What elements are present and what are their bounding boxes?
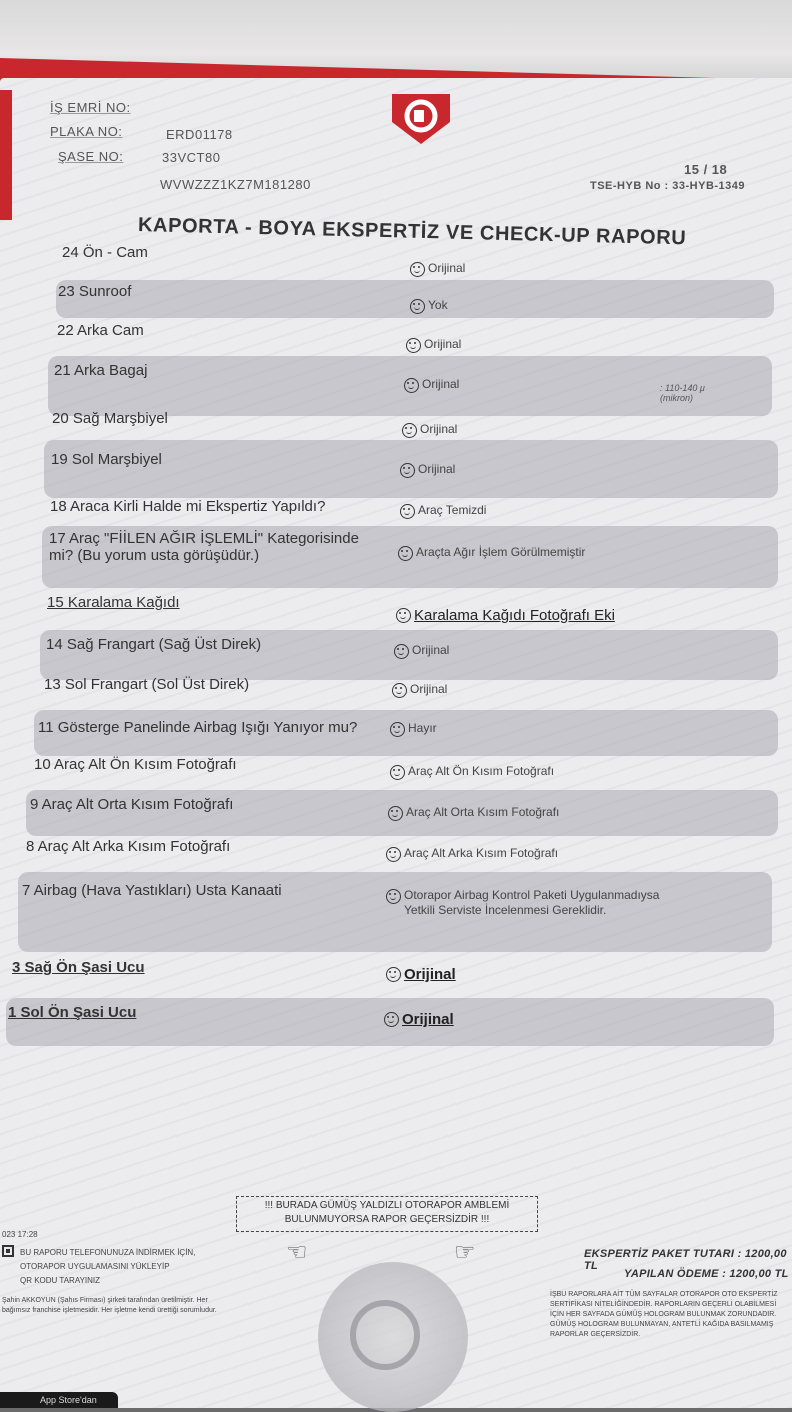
warning-line-1: !!! BURADA GÜMÜŞ YALDIZLI OTORAPOR AMBLEMİ [264, 1200, 510, 1211]
row-answer [402, 422, 457, 438]
smiley-icon [390, 765, 405, 780]
smiley-icon [386, 967, 401, 982]
app-store-badge[interactable]: App Store'dan [0, 1392, 118, 1408]
smiley-icon [410, 262, 425, 277]
plaka-label: PLAKA NO: [50, 124, 123, 139]
row-label: 20 Sağ Marşbiyel [52, 410, 168, 427]
smiley-icon [404, 378, 419, 393]
page-number: 15 / 18 [684, 162, 728, 177]
answer-text: Orijinal [402, 1011, 454, 1028]
row-answer [404, 377, 459, 393]
row-answer [410, 261, 465, 277]
answer-text: Araçta Ağır İşlem Görülmemiştir [416, 545, 586, 559]
row-answer [388, 805, 559, 821]
smiley-icon [398, 546, 413, 561]
sase-label: ŞASE NO: [58, 149, 124, 164]
smiley-icon [410, 299, 425, 314]
row-answer [394, 643, 449, 659]
answer-text: Araç Alt Ön Kısım Fotoğrafı [408, 764, 555, 778]
row-answer [386, 846, 558, 862]
answer-text: Orijinal [412, 643, 450, 657]
smiley-icon [396, 608, 411, 623]
row-answer [390, 764, 554, 780]
row-answer [392, 682, 447, 698]
row-label: 14 Sağ Frangart (Sağ Üst Direk) [46, 636, 262, 653]
answer-text: Araç Alt Orta Kısım Fotoğrafı [406, 805, 560, 819]
row-answer [396, 607, 615, 624]
answer-text: Araç Temizdi [418, 503, 487, 517]
row-answer [400, 503, 486, 519]
row-label: 19 Sol Marşbiyel [51, 451, 162, 468]
qr-line-1: BU RAPORU TELEFONUNUZA İNDİRMEK İÇİN, [20, 1248, 196, 1257]
smiley-icon [400, 463, 415, 478]
answer-text: Orijinal [424, 337, 462, 351]
qr-icon [2, 1245, 14, 1257]
row-label: 11 Gösterge Panelinde Airbag Işığı Yanıyor mu? [38, 719, 358, 736]
seal-logo-icon [350, 1300, 420, 1370]
paket-tutari: EKSPERTİZ PAKET TUTARI : 1200,00 TL [584, 1248, 787, 1272]
row-answer [384, 1011, 454, 1028]
tse-number: TSE-HYB No : 33-HYB-1349 [590, 180, 746, 192]
row-label: 3 Sağ Ön Şasi Ucu [12, 959, 145, 976]
row-answer [386, 888, 676, 918]
smiley-icon [392, 683, 407, 698]
answer-text: Araç Alt Arka Kısım Fotoğrafı [404, 846, 559, 860]
row-label: 7 Airbag (Hava Yastıkları) Usta Kanaati [22, 882, 282, 899]
warning-line-2: BULUNMUYORSA RAPOR GEÇERSİZDİR !!! [284, 1214, 490, 1225]
smiley-icon [386, 847, 401, 862]
row-label: 15 Karalama Kağıdı [47, 594, 180, 611]
qr-line-2: OTORAPOR UYGULAMASINI YÜKLEYİP [20, 1262, 170, 1271]
row-answer [410, 298, 448, 314]
answer-text: Otorapor Airbag Kontrol Paketi Uygulanmadıysa Yetkili Serviste İncelenmesi Gereklidir. [404, 888, 660, 917]
smiley-icon [386, 889, 401, 904]
row-label: 9 Araç Alt Orta Kısım Fotoğrafı [30, 796, 234, 813]
print-time: 023 17:28 [2, 1230, 38, 1239]
answer-text: Orijinal [410, 682, 448, 696]
legal-right: İŞBU RAPORLARA AİT TÜM SAYFALAR OTORAPOR OTO EKSPERTİZ SERTİFİKASI NİTELİĞİNDEDİR. RAPORLARIN GEÇERLİ OLABİLMESİ İÇİN HER SAYFADA GÜMÜŞ HOLOGRAM BULUNMAK ZORUNDADIR. GÜMÜŞ HOLOGRAM BULUNMAYAN, ANTETLİ KAĞIDA BASILMAMIŞ RAPORLAR GEÇERSİZDİR. [550, 1291, 778, 1338]
row-label: 24 Ön - Cam [62, 244, 148, 261]
smiley-icon [388, 806, 403, 821]
smiley-icon [384, 1012, 399, 1027]
smiley-icon [390, 722, 405, 737]
row-answer [386, 966, 456, 983]
report-title: KAPORTA - BOYA EKSPERTİZ VE CHECK-UP RAPORU [137, 214, 687, 250]
answer-text: Orijinal [420, 422, 458, 436]
row-label: 21 Arka Bagaj [54, 362, 148, 379]
row-answer [406, 337, 461, 353]
plaka-value: ERD01178 [166, 127, 233, 142]
row-label: 8 Araç Alt Arka Kısım Fotoğrafı [26, 838, 231, 855]
row-label: 23 Sunroof [58, 283, 132, 300]
smiley-icon [400, 504, 415, 519]
answer-text: Karalama Kağıdı Fotoğrafı Eki [414, 607, 615, 624]
row-answer [400, 462, 455, 478]
left-red-band [0, 90, 12, 220]
answer-text: Orijinal [418, 462, 456, 476]
smiley-icon [402, 423, 417, 438]
vin-number: WVWZZZ1KZ7M181280 [160, 177, 311, 192]
smiley-icon [406, 338, 421, 353]
smiley-icon [394, 644, 409, 659]
row-label: 18 Araca Kirli Halde mi Ekspertiz Yapıldı? [50, 498, 326, 515]
sase-value: 33VCT80 [162, 150, 221, 165]
yapilan-odeme: YAPILAN ÖDEME : 1200,00 TL [624, 1268, 789, 1280]
answer-text: Hayır [408, 721, 437, 735]
is-emri-label: İŞ EMRİ NO: [50, 100, 131, 115]
row-label: 22 Arka Cam [57, 322, 144, 339]
row-answer [398, 545, 585, 561]
row-label: 17 Araç "FİİLEN AĞIR İŞLEMLİ" Kategorisinde mi? (Bu yorum usta görüşüdür.) [49, 530, 359, 564]
hologram-warning-box [236, 1196, 538, 1232]
hand-pointer-icon: ☞ [454, 1239, 476, 1266]
answer-text: Orijinal [404, 966, 456, 983]
row-label: 1 Sol Ön Şasi Ucu [8, 1004, 137, 1021]
legal-left: Şahin AKKOYUN (Şahıs Firması) şirketi tarafından üretilmiştir. Her bağımsız franchise işletmesidir. Her işletme kendi ürettiği sorumludur. [2, 1297, 217, 1314]
answer-text: Orijinal [422, 377, 460, 391]
otorapor-logo [388, 92, 454, 146]
qr-line-3: QR KODU TARAYINIZ [20, 1276, 101, 1285]
mikron-note: : 110-140 μ (mikron) [660, 383, 705, 403]
answer-text: Yok [428, 298, 448, 312]
hand-pointer-icon: ☜ [286, 1239, 308, 1266]
row-label: 13 Sol Frangart (Sol Üst Direk) [44, 676, 250, 693]
row-answer [390, 721, 437, 737]
row-label: 10 Araç Alt Ön Kısım Fotoğrafı [34, 756, 237, 773]
answer-text: Orijinal [428, 261, 466, 275]
